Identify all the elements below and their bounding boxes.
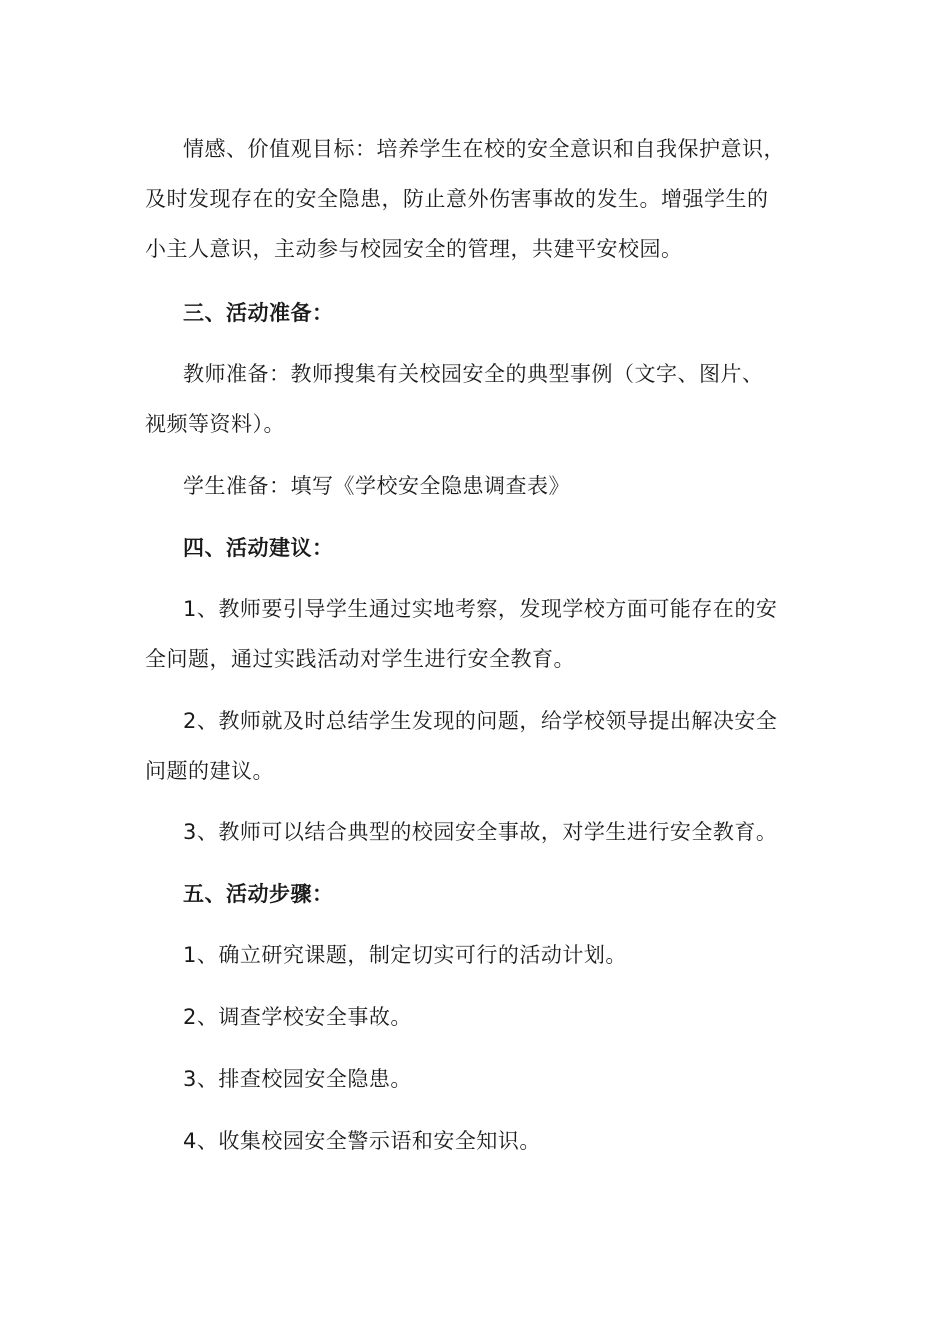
step-3: 3、排查校园安全隐患。: [183, 1067, 412, 1091]
paragraph-teacher-prep-line-1: 教师准备：教师搜集有关校园安全的典型事例（文字、图片、: [183, 362, 764, 386]
suggestion-2-line-2: 问题的建议。: [145, 759, 274, 783]
suggestion-1-line-1: 1、教师要引导学生通过实地考察，发现学校方面可能存在的安: [183, 597, 778, 621]
paragraph-teacher-prep-line-2: 视频等资料）。: [145, 412, 285, 436]
step-4: 4、收集校园安全警示语和安全知识。: [183, 1129, 541, 1153]
step-2: 2、调查学校安全事故。: [183, 1005, 412, 1029]
paragraph-goal-line-2: 及时发现存在的安全隐患，防止意外伤害事故的发生。增强学生的: [145, 187, 769, 211]
paragraph-student-prep: 学生准备：填写《学校安全隐患调查表》: [183, 474, 570, 498]
paragraph-goal-line-1: 情感、价值观目标：培养学生在校的安全意识和自我保护意识，: [183, 137, 785, 161]
heading-activity-steps: 五、活动步骤：: [183, 882, 334, 906]
step-1: 1、确立研究课题，制定切实可行的活动计划。: [183, 943, 627, 967]
heading-activity-preparation: 三、活动准备：: [183, 301, 334, 325]
paragraph-goal-line-3: 小主人意识，主动参与校园安全的管理，共建平安校园。: [145, 237, 683, 261]
suggestion-1-line-2: 全问题，通过实践活动对学生进行安全教育。: [145, 647, 575, 671]
suggestion-2-line-1: 2、教师就及时总结学生发现的问题，给学校领导提出解决安全: [183, 709, 778, 733]
suggestion-3: 3、教师可以结合典型的校园安全事故，对学生进行安全教育。: [183, 820, 778, 844]
heading-activity-suggestions: 四、活动建议：: [183, 536, 334, 560]
